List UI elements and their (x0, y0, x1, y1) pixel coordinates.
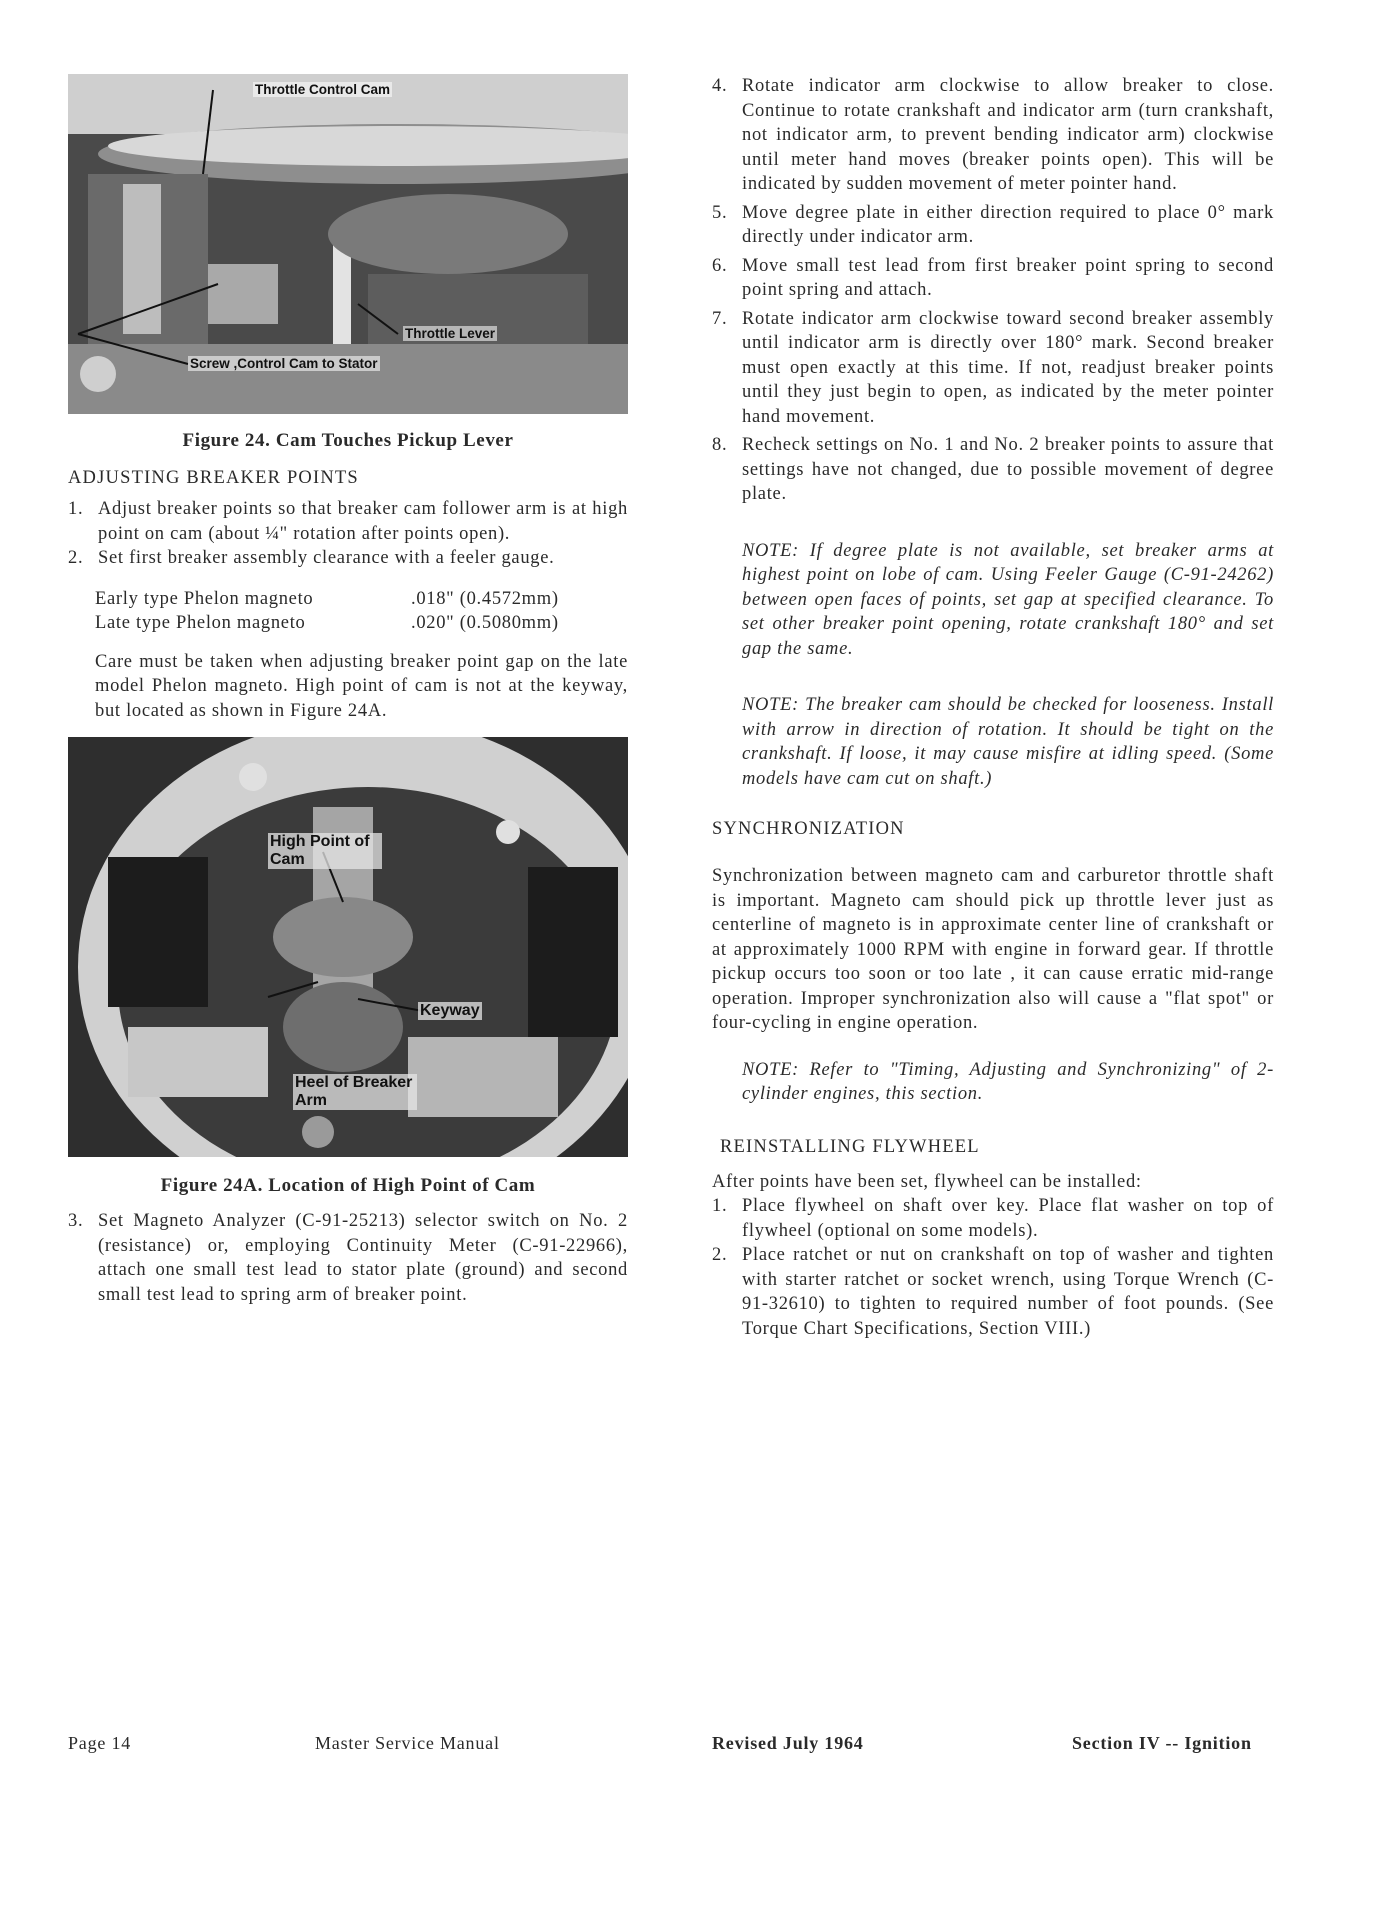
step-text: Recheck settings on No. 1 and No. 2 breaker points to assure that settings have not changed, due to possible movement of degree plate. (742, 435, 1274, 504)
step-number: 6. (712, 255, 728, 276)
heading-synchronization: SYNCHRONIZATION (712, 819, 905, 839)
footer-revised-date: Revised July 1964 (712, 1733, 864, 1753)
label-high-point-of-cam: High Point of Cam (268, 833, 382, 869)
figure-24a-photo (68, 737, 628, 1157)
figure-24-photo (68, 74, 628, 414)
list-item (712, 201, 1274, 250)
note-sync-reference: NOTE: Refer to "Timing, Adjusting and Synchronizing" of 2-cylinder engines, this section. (742, 1059, 1274, 1104)
list-item (712, 1194, 1274, 1243)
step-number: 1. (68, 499, 84, 519)
note-breaker-cam: NOTE: The breaker cam should be checked for looseness. Install with arrow in direction of rotation. It should be tight on the crankshaft. If loose, it may cause misfire at idling speed. (Some models have cam cut on shaft.) (742, 695, 1274, 789)
step-text: Place flywheel on shaft over key. Place flat washer on top of flywheel (optional on some models). (742, 1196, 1274, 1241)
heading-adjusting-breaker-points: ADJUSTING BREAKER POINTS (68, 468, 359, 488)
list-item (712, 1243, 1274, 1341)
left-column (68, 74, 628, 1307)
list-item (712, 254, 1274, 303)
label-throttle-lever: Throttle Lever (405, 326, 496, 341)
adjusting-step-3 (68, 1209, 628, 1307)
spec-value: .018" (0.4572mm) (411, 588, 559, 609)
step-number: 1. (712, 1196, 728, 1216)
label-heel-of-breaker-arm: Heel of Breaker Arm (293, 1074, 417, 1110)
footer-manual-title: Master Service Manual (315, 1733, 500, 1753)
step-number: 2. (68, 548, 84, 568)
label-keyway: Keyway (420, 1002, 480, 1019)
figure-24a-caption: Figure 24A. Location of High Point of Cam (160, 1175, 536, 1196)
step-text: Move degree plate in either direction required to place 0° mark directly under indicator arm. (742, 202, 1274, 247)
right-column (712, 74, 1274, 1341)
spec-label: Early type Phelon magneto (95, 588, 314, 609)
step-text: Place ratchet or nut on crankshaft on top of washer and tighten with starter ratchet or socket wrench, using Torque Wrench (C-91-32610) to tighten to required number of foot pounds. (See Torque Chart Specifications, Section VIII.) (742, 1245, 1274, 1339)
step-text: Set Magneto Analyzer (C-91-25213) selector switch on No. 2 (resistance) or, employing Continuity Meter (C-91-22966), attach one small test lead to stator plate (ground) and second small test lead to spring arm of breaker point. (98, 1211, 628, 1305)
step-number: 5. (712, 202, 728, 223)
step-number: 2. (712, 1245, 728, 1265)
label-throttle-control-cam: Throttle Control Cam (255, 82, 390, 97)
step-number: 4. (712, 76, 728, 96)
heading-reinstalling-flywheel: REINSTALLING FLYWHEEL (720, 1136, 980, 1157)
footer-section: Section IV -- Ignition (1072, 1733, 1252, 1753)
table-row (95, 611, 559, 636)
step-text: Rotate indicator arm clockwise toward second breaker assembly until indicator arm is directly over 180° mark. Second breaker must open exactly at this time. If not, readjust breaker points until they just begin to open, as indicated by the meter pointer hand movement. (742, 308, 1274, 427)
list-item (712, 74, 1274, 197)
list-item (712, 433, 1274, 507)
flywheel-steps (712, 1194, 1274, 1341)
note-degree-plate: NOTE: If degree plate is not available, set breaker arms at highest point on lobe of cam. Using Feeler Gauge (C-91-24262) between open faces of points, set gap at specified clearance. To set other breaker point opening, rotate crankshaft 180° and set gap the same. (742, 540, 1274, 659)
list-item (68, 546, 628, 571)
step-text: Adjust breaker points so that breaker cam follower arm is at high point on cam (about ¼" rotation after points open). (98, 499, 628, 544)
step-number: 7. (712, 308, 728, 329)
step-text: Move small test lead from first breaker point spring to second point spring and attach. (742, 255, 1274, 300)
list-item (68, 497, 628, 546)
timing-steps (712, 74, 1274, 507)
gap-spec-table (95, 587, 559, 636)
sync-paragraph: Synchronization between magneto cam and carburetor throttle shaft is important. Magneto cam should pick up throttle lever just as centerline of magneto is in approximate center line of crankshaft or at approximately 1000 RPM with engine in forward gear. If throttle pickup occurs too soon or too late , it can cause erratic mid-range operation. Improper synchronization also will cause a "flat spot" or four-cycling in engine operation. (712, 866, 1274, 1033)
adjusting-steps (68, 497, 628, 571)
step-text: Set first breaker assembly clearance with a feeler gauge. (98, 548, 555, 568)
care-paragraph: Care must be taken when adjusting breaker point gap on the late model Phelon magneto. High point of cam is not at the keyway, but located as shown in Figure 24A. (95, 651, 628, 721)
list-item (712, 307, 1274, 430)
figure-24-caption: Figure 24. Cam Touches Pickup Lever (182, 430, 514, 451)
table-row (95, 587, 559, 612)
spec-label: Late type Phelon magneto (95, 613, 306, 633)
spec-value: .020" (0.5080mm) (411, 613, 559, 633)
step-text: Rotate indicator arm clockwise to allow breaker to close. Continue to rotate crankshaft and indicator arm (turn crankshaft, not indicator arm, to prevent bending indicator arm) clockwise until meter hand moves (breaker points open). This will be indicated by sudden movement of meter pointer hand. (742, 76, 1274, 194)
step-number: 3. (68, 1211, 84, 1231)
label-screw-control-cam: Screw ,Control Cam to Stator (190, 356, 378, 371)
list-item (68, 1209, 628, 1307)
footer-page-number: Page 14 (68, 1733, 132, 1753)
step-number: 8. (712, 435, 728, 455)
flywheel-intro: After points have been set, flywheel can be installed: (712, 1171, 1142, 1192)
